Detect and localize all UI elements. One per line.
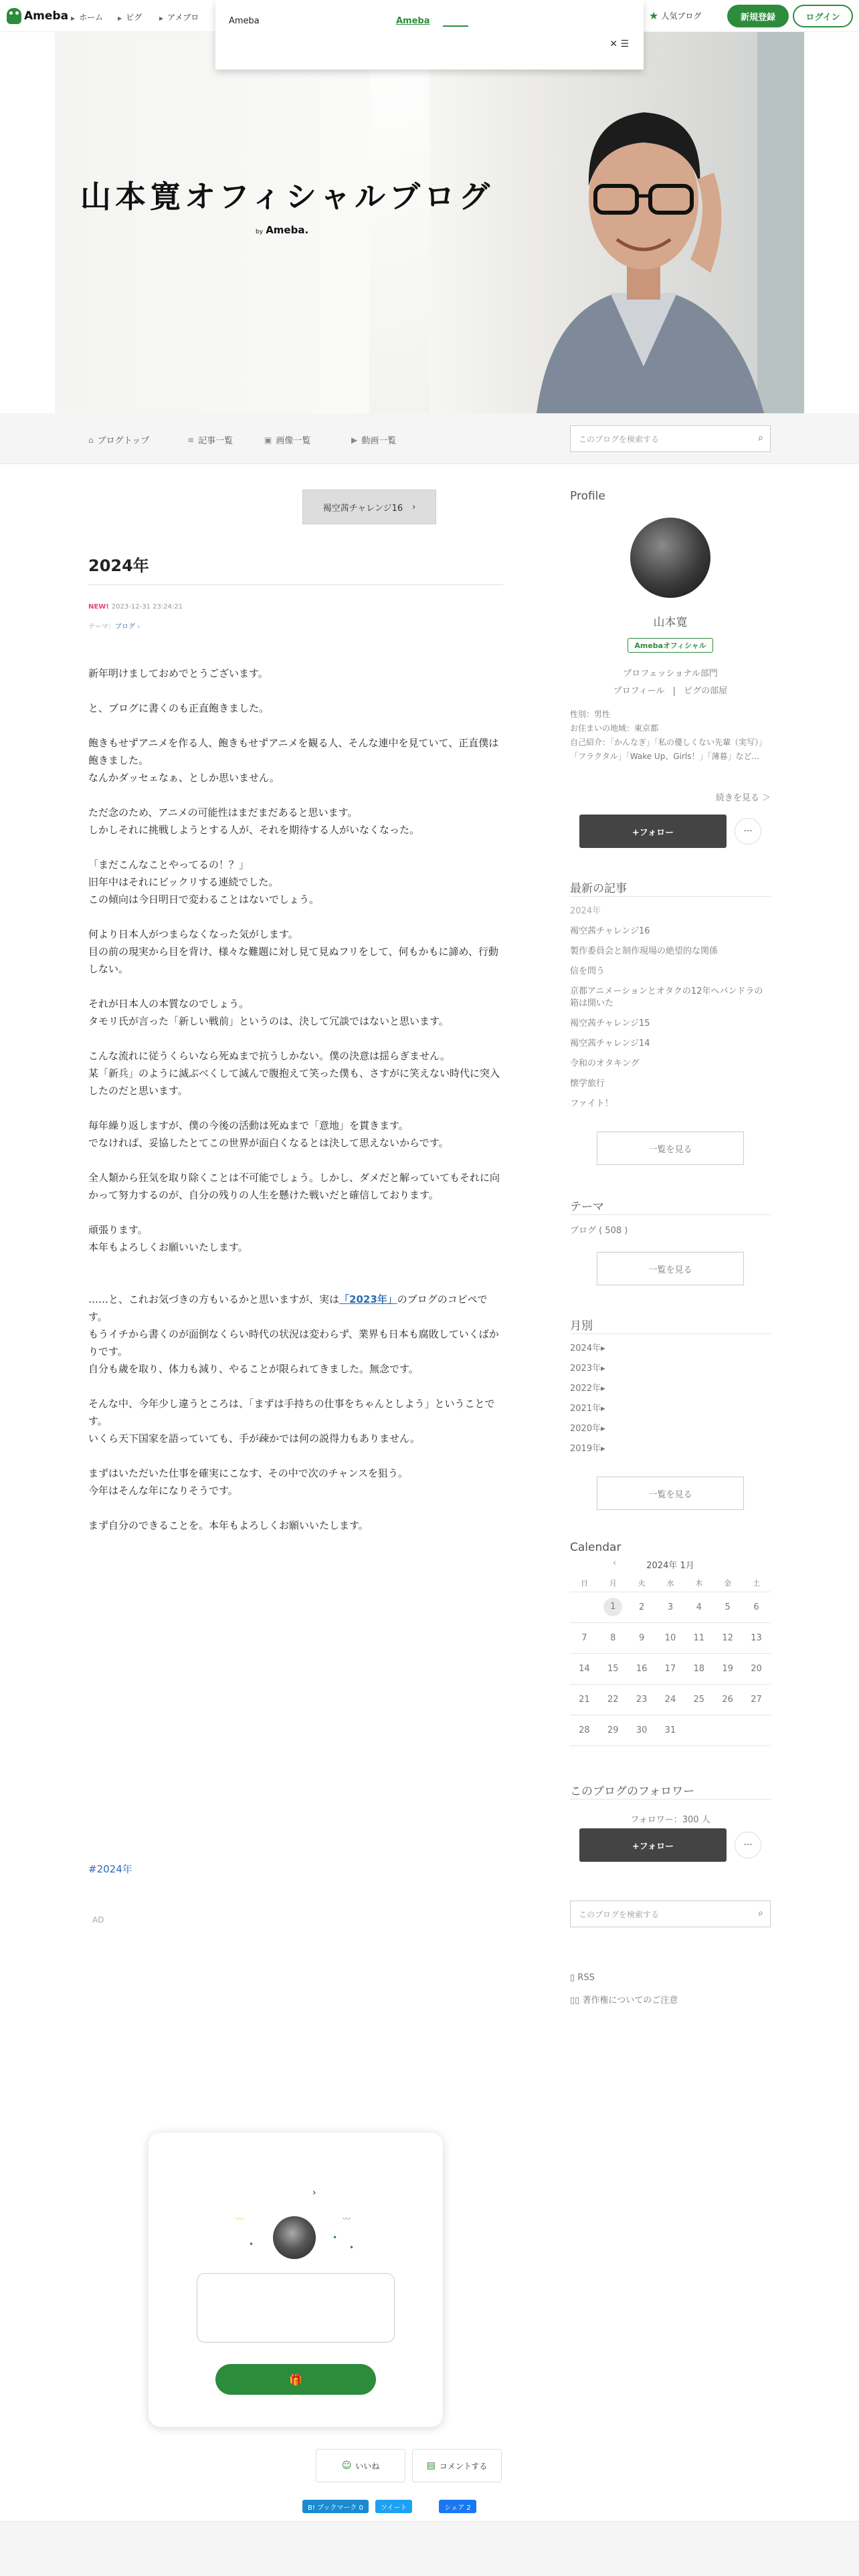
day-number: 2 xyxy=(638,1602,645,1612)
calendar-day[interactable] xyxy=(656,1653,685,1684)
message-box[interactable] xyxy=(197,2273,395,2343)
search-icon[interactable]: ⌕ xyxy=(758,433,763,443)
weekday-label: 月 xyxy=(599,1574,628,1592)
day-number: 16 xyxy=(636,1663,648,1674)
article-meta xyxy=(88,603,183,611)
weekday-label: 日 xyxy=(570,1574,599,1592)
nav-pigg[interactable]: ▶ ピグ xyxy=(118,13,142,22)
day-number: 6 xyxy=(753,1602,759,1612)
paragraph: こんな流れに従うくらいなら死ぬまで抗うしかない。僕の決意は揺らぎません。 某「新兵」のように滅ぶべくして滅んで腹抱えて笑った僕も、さすがに笑えない時代に突入したのだと思います。 xyxy=(88,1050,500,1097)
caret-right-icon: ▶ xyxy=(159,15,164,21)
nav-image-list[interactable]: ▣ 画像一覧 xyxy=(264,435,311,446)
author-avatar xyxy=(273,2216,316,2259)
chevron-left-icon[interactable]: ‹ xyxy=(613,1558,617,1568)
paragraph: 全人類から狂気を取り除くことは不可能でしょう。しかし、ダメだと解っていてもそれに向かって努力するのが、自分の残りの人生を懸けた戦いだと確信しております。 xyxy=(88,1172,500,1201)
profile-info: 性別：男性 お住まいの地域：東京都 自己紹介：「かんなぎ」「私の優しくない先輩（実写）」「フラクタル」「Wake Up、Girls！」「薄暮」など... xyxy=(570,710,767,761)
calendar-day[interactable] xyxy=(656,1684,685,1715)
divider xyxy=(570,1214,771,1215)
more-options-icon[interactable]: ··· xyxy=(735,1832,761,1858)
day-number: 10 xyxy=(664,1632,676,1643)
recent-view-all-button[interactable]: 一覧を見る xyxy=(597,1132,744,1165)
day-number: 28 xyxy=(579,1725,590,1735)
theme-heading: テーマ xyxy=(570,1200,604,1214)
calendar-day[interactable] xyxy=(570,1684,599,1715)
like-button[interactable]: ☺ いいね xyxy=(316,2449,405,2482)
title-divider xyxy=(88,584,503,585)
month-item[interactable]: 2020年▸ xyxy=(570,1424,605,1434)
paragraph-with-link: ……と、これお気づきの方もいるかと思いますが、実は「2023年」のブログのコピペです。 もうイチから書くのが面倒なくらい時代の状況は変わらず、業界も日本も腐敗していくばかりです。 自分も歳を取り、体力も減り、やることが限られてきました。無念です。 xyxy=(88,1293,499,1375)
popular-blogs-link[interactable]: ★ 人気ブログ xyxy=(649,9,702,22)
nav-blog-top[interactable]: ⌂ ブログトップ xyxy=(88,435,150,446)
share-buttons xyxy=(302,2500,476,2513)
today-marker: 1 xyxy=(603,1598,622,1616)
day-number: 25 xyxy=(693,1694,705,1705)
paragraph: まず自分のできることを。本年もよろしくお願いいたします。 xyxy=(88,1519,369,1531)
calendar-day[interactable] xyxy=(713,1592,742,1622)
calendar-heading: Calendar xyxy=(570,1541,622,1554)
weekday-label: 木 xyxy=(684,1574,713,1592)
reaction-buttons xyxy=(316,2449,502,2482)
paragraph: 「まだこんなことやってるの！？」 旧年中はそれにビックリする連続でした。 この傾向は今日明日で変わることはないでしょう。 xyxy=(88,859,320,905)
recent-entry[interactable]: 褐空茜チャレンジ14 xyxy=(570,1039,650,1049)
recent-entry[interactable]: 製作委員会と制作現場の絶望的な関係 xyxy=(570,946,719,956)
month-item[interactable]: 2021年▸ xyxy=(570,1404,605,1414)
follow-button[interactable]: +フォロー xyxy=(579,815,727,848)
divider xyxy=(570,1799,771,1800)
follow-button-bottom[interactable]: +フォロー xyxy=(579,1828,727,1862)
calendar-week xyxy=(570,1684,771,1715)
tweet-button[interactable]: ツイート xyxy=(375,2500,413,2513)
day-number: 21 xyxy=(579,1694,590,1705)
recent-entry[interactable]: 信を問う xyxy=(570,966,605,976)
more-options-icon[interactable]: ··· xyxy=(735,818,761,845)
blog-header-banner[interactable] xyxy=(55,32,804,413)
caret-icon: ▸ xyxy=(601,1344,605,1354)
blog-search-input[interactable] xyxy=(570,425,771,452)
calendar-day[interactable] xyxy=(713,1622,742,1653)
followers-heading: このブログのフォロワー xyxy=(570,1785,695,1798)
confetti-icon: 〰 xyxy=(343,2214,351,2224)
star-icon: ★ xyxy=(649,9,659,22)
calendar-grid xyxy=(570,1574,771,1746)
paragraph: 何より日本人がつまらなくなった気がします。 目の前の現実から目を背け、様々な難題に対し見て見ぬフリをして、何もかもに諦め、行動しない。 xyxy=(88,928,498,975)
comment-icon: ▤ xyxy=(426,2460,436,2471)
calendar-day[interactable] xyxy=(684,1592,713,1622)
related-entry-button[interactable]: 褐空茜チャレンジ16 › xyxy=(302,490,436,524)
paragraph: と、ブログに書くのも正直飽きました。 xyxy=(88,702,270,714)
calendar-week xyxy=(570,1622,771,1653)
day-number: 22 xyxy=(607,1694,619,1705)
paragraph: 新年明けましておめでとうございます。 xyxy=(88,667,268,679)
calendar-day[interactable] xyxy=(742,1592,771,1622)
month-item[interactable]: 2019年▸ xyxy=(570,1444,605,1454)
hashtag-link[interactable]: #2024年 xyxy=(88,1863,132,1875)
calendar-day[interactable] xyxy=(742,1684,771,1715)
article-body xyxy=(88,665,503,1551)
paragraph: 飽きもせずアニメを作る人、飽きもせずアニメを観る人、そんな連中を見ていて、正直僕は飽きました。 なんかダッセェなぁ、としか思いません。 xyxy=(88,737,499,784)
nav-home[interactable]: ▶ ホーム xyxy=(71,13,104,22)
theme-link[interactable]: ブログ › xyxy=(115,623,140,631)
sidebar-search-input[interactable] xyxy=(570,1901,771,1927)
nav-ameblo[interactable]: ▶ アメブロ xyxy=(159,13,199,22)
frog-logo-icon xyxy=(7,8,21,24)
rss-link[interactable]: ▯ RSS xyxy=(570,1973,595,1983)
calendar-day[interactable] xyxy=(599,1622,628,1653)
day-number: 3 xyxy=(667,1602,674,1612)
calendar-day[interactable] xyxy=(684,1684,713,1715)
theme-list xyxy=(570,1225,771,1245)
calendar-day[interactable] xyxy=(599,1592,628,1622)
ad-dropdown-panel xyxy=(215,0,644,70)
hatena-bookmark-button[interactable]: B! ブックマーク 0 xyxy=(302,2500,369,2513)
recent-entry[interactable]: 2024年 xyxy=(570,906,601,916)
recent-entry[interactable]: 京都アニメーションとオタクの12年ヘバンドラの箱は開いた xyxy=(570,986,763,1008)
calendar-day[interactable] xyxy=(628,1622,656,1653)
profile-category: プロフェッショナル部門 xyxy=(623,669,718,679)
divider xyxy=(570,896,771,897)
by-ameba-logo: by Ameba. xyxy=(256,224,309,236)
facebook-share-button[interactable]: シェア 2 xyxy=(439,2500,476,2513)
confetti-icon: • xyxy=(349,2243,355,2252)
day-number: 5 xyxy=(725,1602,731,1612)
theme-item[interactable]: ブログ ( 508 ) xyxy=(570,1226,628,1236)
day-number: 13 xyxy=(751,1632,762,1643)
separator: | xyxy=(672,686,676,696)
paragraph: ただ念のため、アニメの可能性はまだまだあると思います。 しかしそれに挑戦しようとする人が、それを期待する人がいなくなった。 xyxy=(88,807,420,836)
monthly-heading: 月別 xyxy=(570,1319,593,1333)
recent-heading: 最新の記事 xyxy=(570,882,627,895)
day-number: 14 xyxy=(579,1663,590,1674)
gift-button[interactable] xyxy=(215,2364,376,2395)
day-number: 24 xyxy=(664,1694,676,1705)
caret-icon: ▸ xyxy=(601,1404,605,1414)
paragraph: そんな中、今年少し違うところは、「まずは手持ちの仕事をちゃんとしよう」ということです。 いくら天下国家を語っていても、手が疎かでは何の説得力もありません。 xyxy=(88,1398,495,1444)
calendar-nav xyxy=(570,1558,771,1571)
paragraph: まずはいただいた仕事を確実にこなす、その中で次のチャンスを狙う。 今年はそんな年になりそうです。 xyxy=(88,1467,408,1497)
profile-more-link[interactable]: 続きを見る ＞ xyxy=(715,793,771,803)
calendar-day[interactable] xyxy=(570,1653,599,1684)
calendar-day[interactable] xyxy=(628,1592,656,1622)
calendar-day[interactable] xyxy=(599,1653,628,1684)
day-number: 7 xyxy=(581,1632,587,1643)
calendar-day[interactable] xyxy=(742,1622,771,1653)
copyright-notice-link[interactable]: ▯▯ 著作権についてのご注意 xyxy=(570,1996,678,2006)
logo-text: Ameba xyxy=(24,9,69,23)
article-title: 2024年 xyxy=(88,556,149,575)
confetti-icon: • xyxy=(332,2233,338,2242)
caret-right-icon: ▶ xyxy=(118,15,122,21)
author-photo xyxy=(510,59,777,413)
ad-panel-underline xyxy=(443,25,468,27)
weekday-label: 水 xyxy=(656,1574,685,1592)
weekday-label: 金 xyxy=(713,1574,742,1592)
recent-entry[interactable]: ファイト！ xyxy=(570,1099,613,1109)
weekday-label: 土 xyxy=(742,1574,771,1592)
month-item[interactable]: 2023年▸ xyxy=(570,1364,605,1374)
calendar-day xyxy=(570,1592,599,1622)
day-number: 12 xyxy=(722,1632,733,1643)
profile-link[interactable]: プロフィール xyxy=(613,686,665,696)
day-number: 27 xyxy=(751,1694,762,1705)
ad-label: AD xyxy=(92,1915,104,1925)
chevron-right-icon[interactable]: › xyxy=(312,2187,316,2198)
calendar-day[interactable] xyxy=(684,1653,713,1684)
calendar-day[interactable] xyxy=(713,1684,742,1715)
day-number: 9 xyxy=(638,1632,645,1643)
day-number: 15 xyxy=(607,1663,619,1674)
blog-title: 山本寛オフィシャルブログ xyxy=(80,179,494,215)
calendar-day xyxy=(713,1715,742,1745)
calendar-day[interactable] xyxy=(684,1622,713,1653)
weekday-label: 火 xyxy=(628,1574,656,1592)
article-date: 2023-12-31 23:24:21 xyxy=(111,603,183,611)
search-placeholder: このブログを検索する xyxy=(579,1909,660,1919)
login-button[interactable]: ログイン xyxy=(793,5,853,27)
day-number: 8 xyxy=(610,1632,616,1643)
calendar-day[interactable] xyxy=(628,1684,656,1715)
recent-entries-list xyxy=(570,905,771,1118)
home-icon: ⌂ xyxy=(88,435,94,445)
search-icon[interactable]: ⌕ xyxy=(758,1908,763,1919)
blog-navigation xyxy=(0,413,859,464)
recent-entry[interactable]: 令和のオタキング xyxy=(570,1059,640,1069)
caret-icon: ▸ xyxy=(601,1444,605,1454)
day-number: 31 xyxy=(664,1725,676,1735)
ad-panel-label: Ameba xyxy=(229,16,260,26)
comment-button[interactable]: ▤ コメントする xyxy=(412,2449,502,2482)
day-number: 19 xyxy=(722,1663,733,1674)
day-number: 18 xyxy=(693,1663,705,1674)
day-number: 17 xyxy=(664,1663,676,1674)
official-badge: Amebaオフィシャル xyxy=(628,638,713,653)
recent-entry[interactable]: 褐空茜チャレンジ15 xyxy=(570,1018,650,1029)
link-2023-entry[interactable]: 「2023年」 xyxy=(339,1293,397,1305)
day-number: 23 xyxy=(636,1694,648,1705)
support-card xyxy=(149,2133,443,2427)
paragraph: 毎年繰り返しますが、僕の今後の活動は死ぬまで「意地」を貫きます。 でなければ、妥協したとてこの世界が面白くなるとは決して思えないからです。 xyxy=(88,1119,449,1149)
caret-right-icon: ▶ xyxy=(71,15,76,21)
profile-heading: Profile xyxy=(570,490,605,503)
monthly-view-all-button[interactable]: 一覧を見る xyxy=(597,1477,744,1510)
calendar-week xyxy=(570,1715,771,1745)
paragraph: それが日本人の本質なのでしょう。 タモリ氏が言った「新しい戦前」というのは、決して冗談ではないと思います。 xyxy=(88,998,449,1027)
calendar-month: 2024年 1月 xyxy=(646,1561,694,1571)
paragraph: 頑張ります。 本年もよろしくお願いいたします。 xyxy=(88,1224,248,1253)
calendar-day[interactable] xyxy=(628,1653,656,1684)
calendar-day[interactable] xyxy=(713,1653,742,1684)
day-number: 11 xyxy=(693,1632,705,1643)
search-placeholder: このブログを検索する xyxy=(579,434,660,444)
recent-entry[interactable]: 褐空茜チャレンジ16 xyxy=(570,926,650,936)
ameba-logo[interactable] xyxy=(7,7,68,25)
new-badge: NEW! xyxy=(88,603,109,611)
month-item[interactable]: 2022年▸ xyxy=(570,1384,605,1394)
nav-video-list[interactable]: ▶ 動画一覧 xyxy=(351,435,397,446)
gift-icon: 🎁 xyxy=(289,2373,302,2386)
day-number: 30 xyxy=(636,1725,648,1735)
day-number: 29 xyxy=(607,1725,619,1735)
calendar-day[interactable] xyxy=(656,1592,685,1622)
divider xyxy=(570,1333,771,1334)
register-button[interactable]: 新規登録 xyxy=(727,5,789,27)
confetti-icon: 〰 xyxy=(235,2214,244,2224)
calendar-day[interactable] xyxy=(656,1715,685,1745)
background-window xyxy=(369,32,430,413)
monthly-archive-list xyxy=(570,1343,771,1463)
day-number: 26 xyxy=(722,1694,733,1705)
profile-name: 山本寛 xyxy=(653,616,688,629)
video-icon: ▶ xyxy=(351,435,358,445)
smile-icon: ☺ xyxy=(341,2460,352,2471)
ad-close-menu-icon[interactable]: ✕ ☰ xyxy=(609,39,629,49)
calendar-week xyxy=(570,1592,771,1622)
profile-links xyxy=(570,683,771,696)
profile-avatar[interactable] xyxy=(630,518,710,598)
day-number: 20 xyxy=(751,1663,762,1674)
image-icon: ▣ xyxy=(264,435,272,445)
recent-entry[interactable]: 懐学旅行 xyxy=(570,1079,605,1089)
calendar-day xyxy=(684,1715,713,1745)
confetti-icon: • xyxy=(249,2240,254,2249)
theme-view-all-button[interactable]: 一覧を見る xyxy=(597,1252,744,1285)
calendar-day[interactable] xyxy=(570,1622,599,1653)
chevron-right-icon: › xyxy=(412,502,416,512)
rss-icon: ▯ xyxy=(570,1973,578,1983)
month-item[interactable]: 2024年▸ xyxy=(570,1344,605,1354)
pigg-room-link[interactable]: ピグの部屋 xyxy=(684,686,728,696)
day-number: 4 xyxy=(696,1602,702,1612)
calendar-day[interactable] xyxy=(656,1622,685,1653)
list-icon: ≡ xyxy=(187,435,195,445)
calendar-day[interactable] xyxy=(628,1715,656,1745)
calendar-day[interactable] xyxy=(599,1715,628,1745)
follower-count: フォロワー：300 人 xyxy=(630,1815,710,1825)
nav-entry-list[interactable]: ≡ 記事一覧 xyxy=(187,435,233,446)
calendar-week xyxy=(570,1653,771,1684)
calendar-day[interactable] xyxy=(570,1715,599,1745)
article-theme: テーマ：ブログ › xyxy=(88,623,140,631)
ad-panel-link[interactable]: Ameba xyxy=(396,16,430,26)
caret-icon: ▸ xyxy=(601,1364,605,1374)
info-icon: ▯▯ xyxy=(570,1996,583,2006)
caret-icon: ▸ xyxy=(601,1384,605,1394)
footer-strip xyxy=(0,2521,859,2576)
calendar-day xyxy=(742,1715,771,1745)
calendar-day[interactable] xyxy=(742,1653,771,1684)
calendar-day[interactable] xyxy=(599,1684,628,1715)
caret-icon: ▸ xyxy=(601,1424,605,1434)
